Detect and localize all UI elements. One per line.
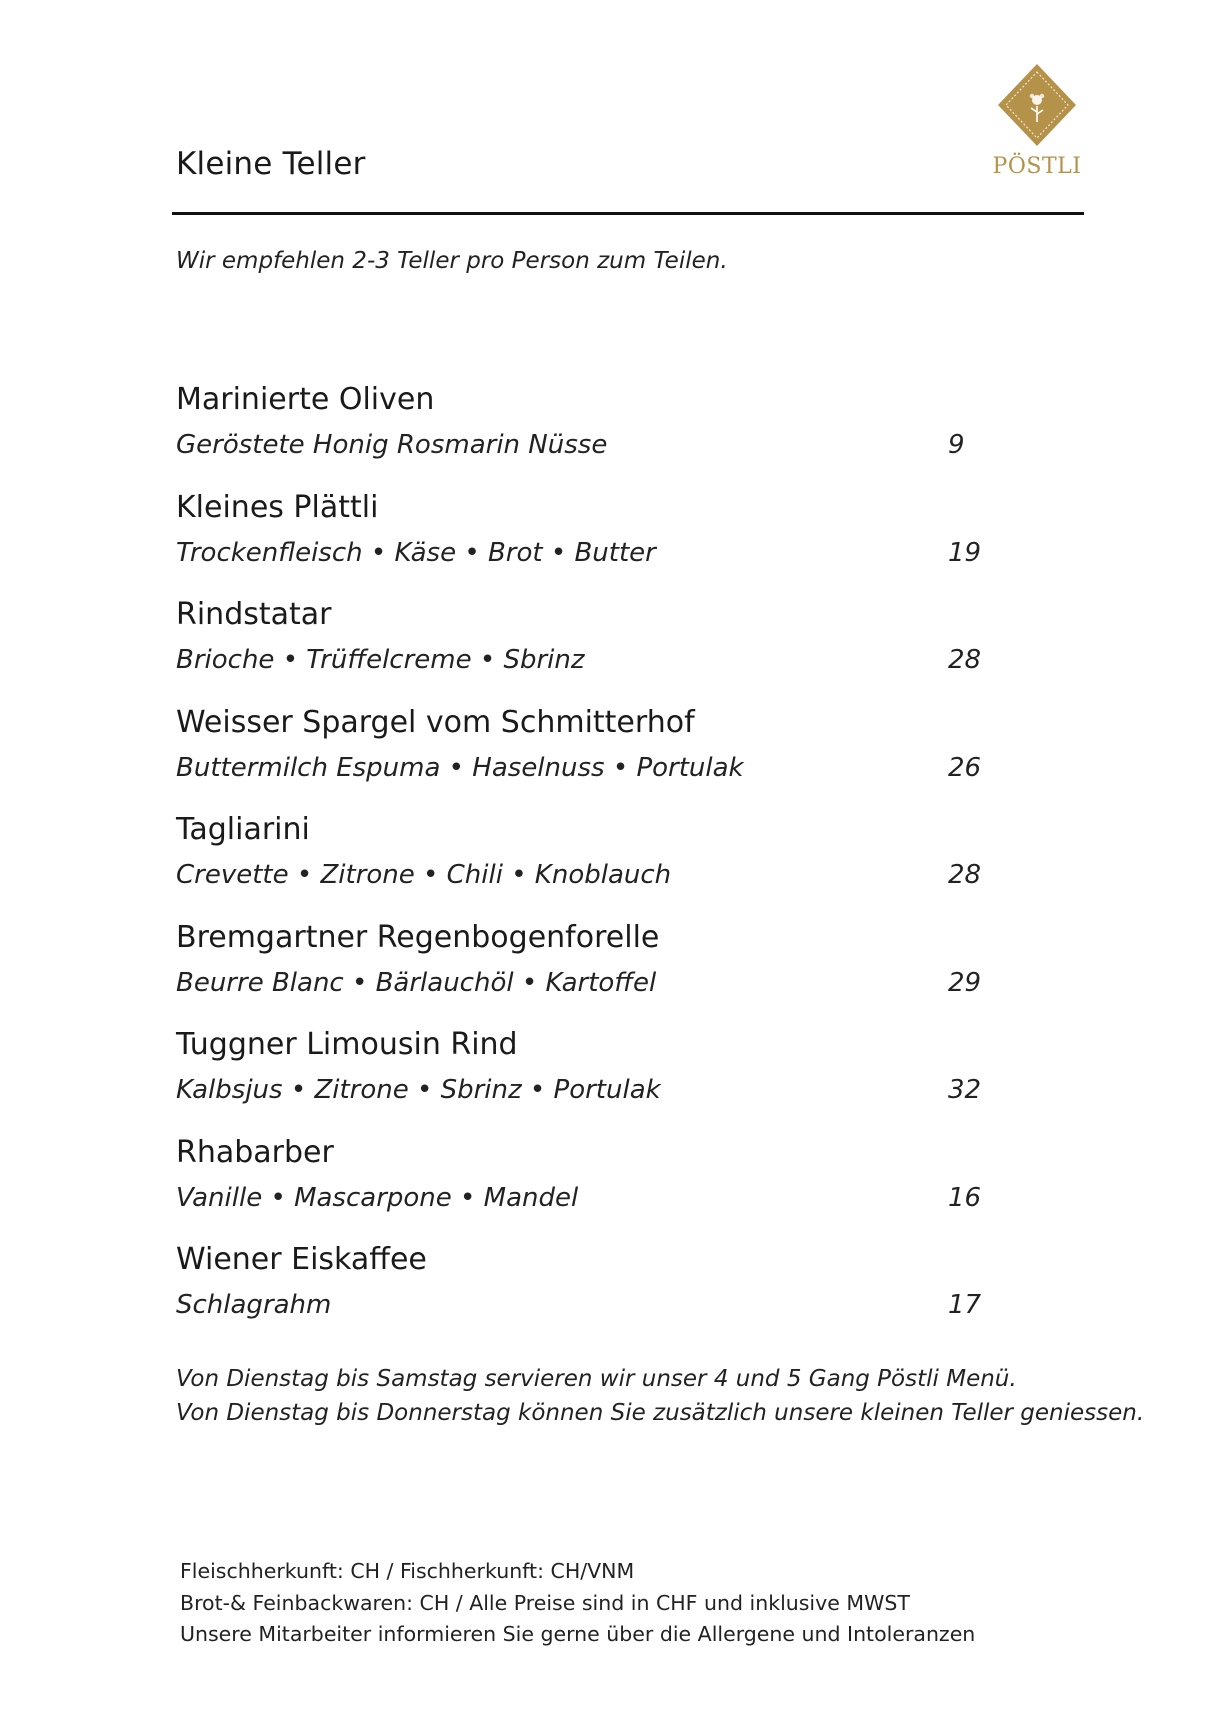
logo-text: PÖSTLI: [992, 154, 1082, 179]
item-price: 26: [948, 752, 982, 783]
header-divider: [172, 212, 1084, 215]
item-price: 29: [948, 967, 982, 998]
item-price: 28: [948, 645, 982, 675]
item-price: 17: [948, 1290, 982, 1320]
poestli-logo: [982, 62, 1092, 182]
note-line: Von Dienstag bis Donnerstag können Sie zusätzlich unsere kleinen Teller geniessen.: [176, 1400, 1145, 1426]
menu-item: [176, 1242, 996, 1350]
item-name: Weisser Spargel vom Schmitterhof: [176, 704, 695, 740]
item-price: 28: [948, 860, 982, 890]
intro-text: Wir empfehlen 2-3 Teller pro Person zum Teilen.: [176, 248, 728, 274]
footer-info: [180, 1556, 975, 1651]
footer-line: Fleischherkunft: CH / Fischherkunft: CH/VNM: [180, 1559, 635, 1583]
item-price: 16: [948, 1182, 982, 1213]
menu-item: [176, 597, 996, 705]
item-name: Rindstatar: [176, 597, 332, 632]
item-description: Trockenfleisch • Käse • Brot • Butter: [176, 537, 656, 568]
item-name: Kleines Plättli: [176, 489, 379, 525]
page-title: Kleine Teller: [176, 146, 366, 182]
item-description: Beurre Blanc • Bärlauchöl • Kartoffel: [176, 967, 657, 998]
item-name: Tuggner Limousin Rind: [176, 1027, 518, 1062]
menu-list: [176, 382, 996, 1350]
menu-item: [176, 382, 996, 490]
item-name: Rhabarber: [176, 1134, 334, 1170]
item-name: Marinierte Oliven: [176, 382, 435, 417]
item-description: Vanille • Mascarpone • Mandel: [176, 1182, 579, 1213]
menu-item: [176, 705, 996, 813]
item-price: 9: [948, 430, 965, 460]
item-description: Buttermilch Espuma • Haselnuss • Portulak: [176, 752, 744, 783]
item-name: Bremgartner Regenbogenforelle: [176, 919, 660, 955]
item-price: 32: [948, 1075, 982, 1105]
item-price: 19: [948, 537, 982, 568]
item-description: Geröstete Honig Rosmarin Nüsse: [176, 430, 608, 460]
item-name: Wiener Eiskaffee: [176, 1242, 427, 1277]
item-description: Brioche • Trüffelcreme • Sbrinz: [176, 645, 585, 675]
menu-item: [176, 1027, 996, 1135]
service-notes: [176, 1362, 1144, 1430]
menu-item: [176, 812, 996, 920]
item-name: Tagliarini: [176, 812, 310, 847]
footer-line: Unsere Mitarbeiter informieren Sie gerne über die Allergene und Intoleranzen: [180, 1622, 976, 1646]
note-line: Von Dienstag bis Samstag servieren wir unser 4 und 5 Gang Pöstli Menü.: [176, 1366, 1017, 1392]
item-description: Schlagrahm: [176, 1290, 332, 1320]
stamp-logo-icon: [996, 62, 1078, 148]
menu-item: [176, 920, 996, 1028]
menu-item: [176, 490, 996, 598]
item-description: Kalbsjus • Zitrone • Sbrinz • Portulak: [176, 1075, 661, 1105]
item-description: Crevette • Zitrone • Chili • Knoblauch: [176, 860, 672, 890]
footer-line: Brot-& Feinbackwaren: CH / Alle Preise sind in CHF und inklusive MWST: [180, 1590, 910, 1615]
menu-item: [176, 1135, 996, 1243]
